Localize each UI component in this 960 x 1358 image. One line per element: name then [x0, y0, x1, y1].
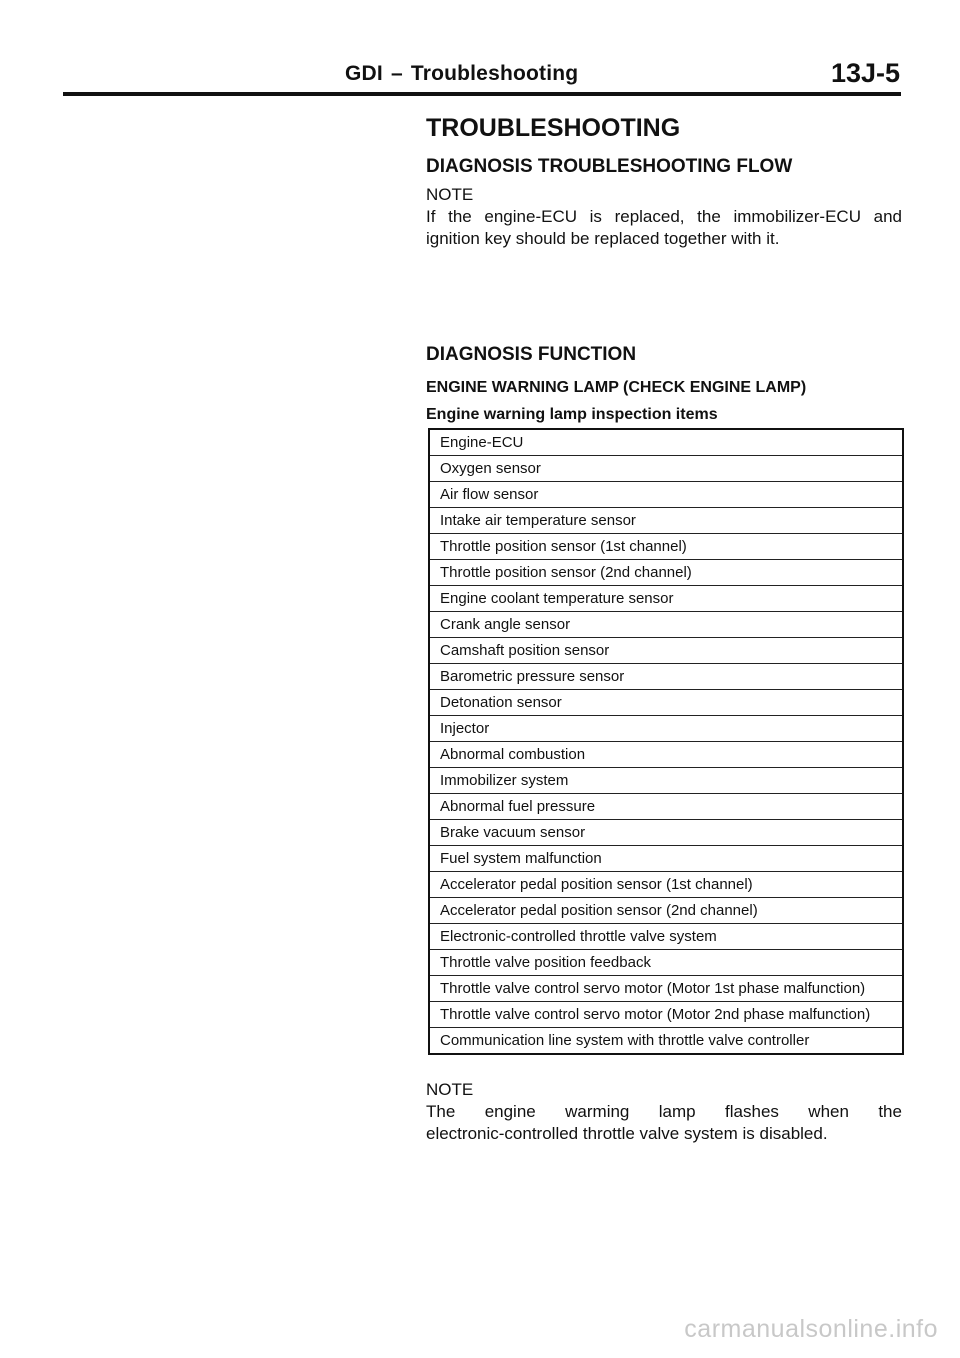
table-row	[429, 429, 903, 456]
inspection-item: Barometric pressure sensor	[429, 664, 903, 690]
inspection-item: Intake air temperature sensor	[429, 508, 903, 534]
inspection-item: Throttle valve control servo motor (Motor 2nd phase malfunction)	[429, 1002, 903, 1028]
watermark: carmanualsonline.info	[684, 1315, 938, 1343]
table-row	[429, 612, 903, 638]
table-row	[429, 690, 903, 716]
page-number: 13J-5	[830, 58, 900, 88]
inspection-item: Accelerator pedal position sensor (2nd channel)	[429, 898, 903, 924]
inspection-item: Oxygen sensor	[429, 456, 903, 482]
inspection-item: Engine-ECU	[440, 434, 524, 451]
table-row	[429, 534, 903, 560]
note2-word: when	[808, 1102, 849, 1121]
table-row	[429, 742, 903, 768]
header-rule	[63, 92, 901, 96]
note2-word: warming	[565, 1102, 630, 1121]
inspection-item: Detonation sensor	[429, 690, 903, 716]
table-row	[429, 664, 903, 690]
inspection-item: Throttle valve control servo motor (Motor 1st phase malfunction)	[429, 976, 903, 1002]
page-title: TROUBLESHOOTING	[426, 114, 681, 142]
note2-word: engine	[484, 1102, 536, 1121]
table-row	[429, 456, 903, 482]
note2-word: lamp	[658, 1102, 696, 1121]
inspection-item: Communication line system with throttle valve controller	[429, 1028, 903, 1055]
inspection-item: Throttle position sensor (2nd channel)	[429, 560, 903, 586]
note2-label: NOTE	[426, 1080, 474, 1099]
table-row	[429, 508, 903, 534]
note2-word: the	[878, 1102, 902, 1121]
inspection-item: Accelerator pedal position sensor (1st channel)	[429, 872, 903, 898]
table-row	[429, 482, 903, 508]
diagnosis-function-section	[426, 338, 902, 428]
table-row	[429, 586, 903, 612]
flow-heading: DIAGNOSIS TROUBLESHOOTING FLOW	[426, 156, 793, 177]
inspection-item: Abnormal fuel pressure	[429, 794, 903, 820]
inspection-item: Engine coolant temperature sensor	[429, 586, 903, 612]
table-row	[429, 1002, 903, 1028]
note2-word: The	[426, 1102, 456, 1121]
note1-label: NOTE	[426, 185, 474, 204]
inspection-heading: Engine warning lamp inspection items	[426, 406, 718, 423]
note2-line2: electronic-controlled throttle valve system is disabled.	[426, 1124, 828, 1143]
header-subsection: Troubleshooting	[410, 62, 579, 85]
lamp-heading: ENGINE WARNING LAMP (CHECK ENGINE LAMP)	[426, 379, 807, 396]
table-row	[429, 794, 903, 820]
table-row	[429, 872, 903, 898]
table-row	[429, 560, 903, 586]
inspection-item: Injector	[429, 716, 903, 742]
header-title	[345, 62, 578, 86]
table-row	[429, 716, 903, 742]
inspection-item: Immobilizer system	[429, 768, 903, 794]
note2-word: flashes	[725, 1102, 779, 1121]
table-row	[429, 898, 903, 924]
note1-text: If the engine-ECU is replaced, the immobilizer-ECU and ignition key should be replaced together with it.	[426, 207, 902, 248]
table-row	[429, 976, 903, 1002]
table-row	[429, 846, 903, 872]
note2	[426, 1077, 902, 1145]
inspection-item: Electronic-controlled throttle valve system	[429, 924, 903, 950]
table-row	[429, 924, 903, 950]
inspection-item: Abnormal combustion	[429, 742, 903, 768]
troubleshooting-section	[426, 106, 902, 250]
table-row	[429, 638, 903, 664]
table-row	[429, 1028, 903, 1055]
inspection-item: Brake vacuum sensor	[429, 820, 903, 846]
header-section: GDI	[345, 62, 383, 85]
inspection-item: Fuel system malfunction	[429, 846, 903, 872]
function-heading: DIAGNOSIS FUNCTION	[426, 344, 637, 365]
inspection-item: Camshaft position sensor	[429, 638, 903, 664]
note2-line1	[426, 1101, 902, 1123]
table-row	[429, 950, 903, 976]
table-row	[429, 768, 903, 794]
inspection-item: Crank angle sensor	[429, 612, 903, 638]
table-row	[429, 820, 903, 846]
inspection-item: Throttle valve position feedback	[429, 950, 903, 976]
inspection-item: Throttle position sensor (1st channel)	[429, 534, 903, 560]
inspection-item: Air flow sensor	[429, 482, 903, 508]
inspection-items-table	[428, 428, 904, 1055]
header-dash: –	[390, 62, 403, 85]
